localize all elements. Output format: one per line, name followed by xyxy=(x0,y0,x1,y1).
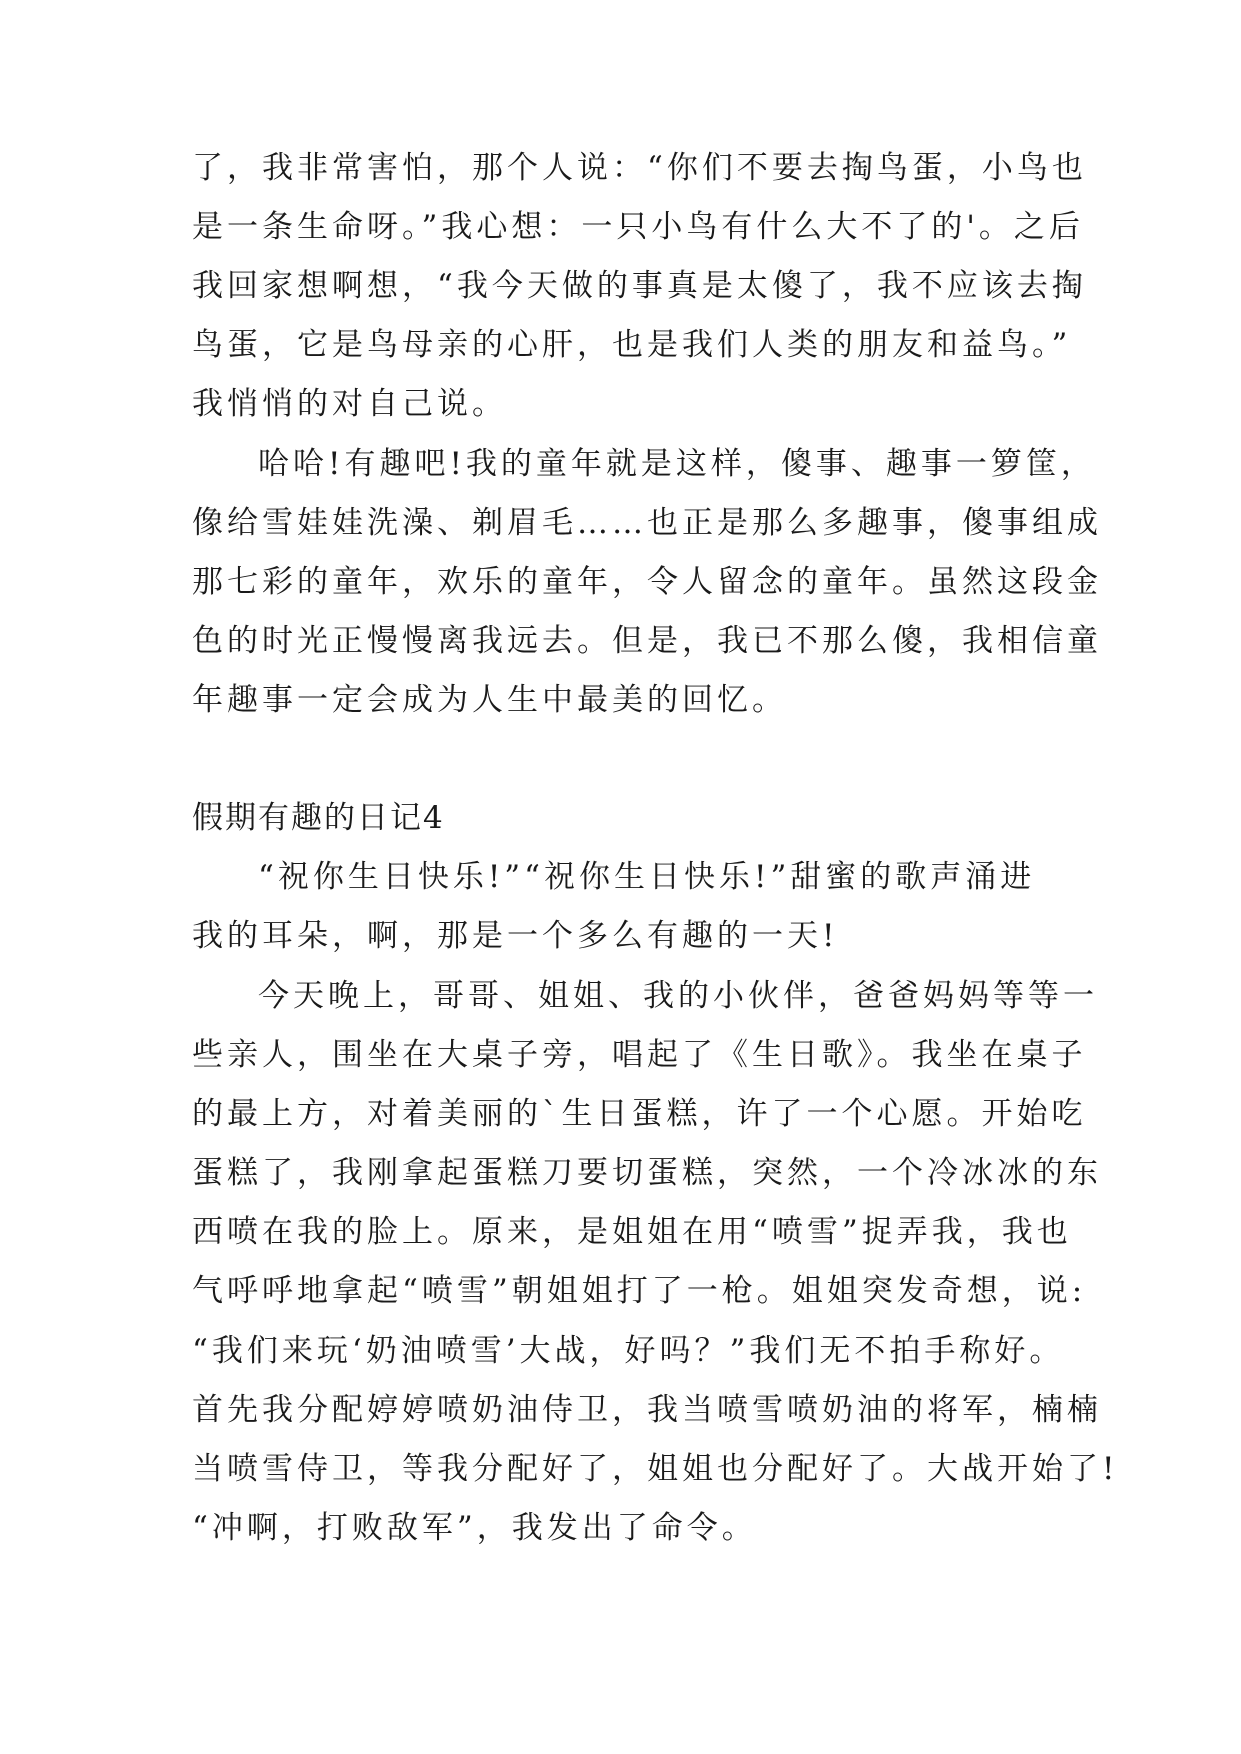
paragraph-line: 西喷在我的脸上。原来，是姐姐在用“喷雪”捉弄我，我也 xyxy=(192,1214,1072,1250)
paragraph-line: 蛋糕了，我刚拿起蛋糕刀要切蛋糕，突然，一个冷冰冰的东 xyxy=(192,1155,1102,1191)
paragraph-line: 哈哈!有趣吧!我的童年就是这样，傻事、趣事一箩筐， xyxy=(258,446,1096,482)
paragraph-line: 我的耳朵，啊，那是一个多么有趣的一天! xyxy=(192,918,839,954)
paragraph-line: 当喷雪侍卫，等我分配好了，姐姐也分配好了。大战开始了! xyxy=(192,1451,1119,1487)
paragraph-line: 鸟蛋，它是鸟母亲的心肝，也是我们人类的朋友和益鸟。” xyxy=(192,327,1072,363)
paragraph-line: 我悄悄的对自己说。 xyxy=(192,386,507,422)
paragraph-line: 我回家想啊想，“我今天做的事真是太傻了，我不应该去掏 xyxy=(192,268,1087,304)
paragraph-line: 些亲人，围坐在大桌子旁，唱起了《生日歌》。我坐在桌子 xyxy=(192,1037,1087,1073)
paragraph-line: 像给雪娃娃洗澡、剃眉毛……也正是那么多趣事，傻事组成 xyxy=(192,505,1102,541)
paragraph-line: 今天晚上，哥哥、姐姐、我的小伙伴，爸爸妈妈等等一 xyxy=(258,978,1098,1014)
paragraph-line: “祝你生日快乐!”“祝你生日快乐!”甜蜜的歌声涌进 xyxy=(258,859,1036,895)
paragraph-line: 的最上方，对着美丽的`生日蛋糕，许了一个心愿。开始吃 xyxy=(192,1096,1087,1132)
paragraph-line: 首先我分配婷婷喷奶油侍卫，我当喷雪喷奶油的将军，楠楠 xyxy=(192,1392,1102,1428)
paragraph-line: 了，我非常害怕，那个人说：“你们不要去掏鸟蛋，小鸟也 xyxy=(192,150,1087,186)
paragraph-line: 年趣事一定会成为人生中最美的回忆。 xyxy=(192,682,787,718)
paragraph-line: “冲啊，打败敌军”，我发出了命令。 xyxy=(192,1510,757,1546)
paragraph-line: 气呼呼地拿起“喷雪”朝姐姐打了一枪。姐姐突发奇想，说: xyxy=(192,1273,1087,1309)
paragraph-line: “我们来玩‘奶油喷雪’大战，好吗？”我们无不拍手称好。 xyxy=(192,1333,1065,1369)
paragraph-line: 那七彩的童年，欢乐的童年，令人留念的童年。虽然这段金 xyxy=(192,564,1102,600)
paragraph-line: 是一条生命呀。”我心想：一只小鸟有什么大不了的'。之后 xyxy=(192,209,1084,245)
paragraph-line: 色的时光正慢慢离我远去。但是，我已不那么傻，我相信童 xyxy=(192,623,1102,659)
section-heading: 假期有趣的日记4 xyxy=(192,800,445,836)
